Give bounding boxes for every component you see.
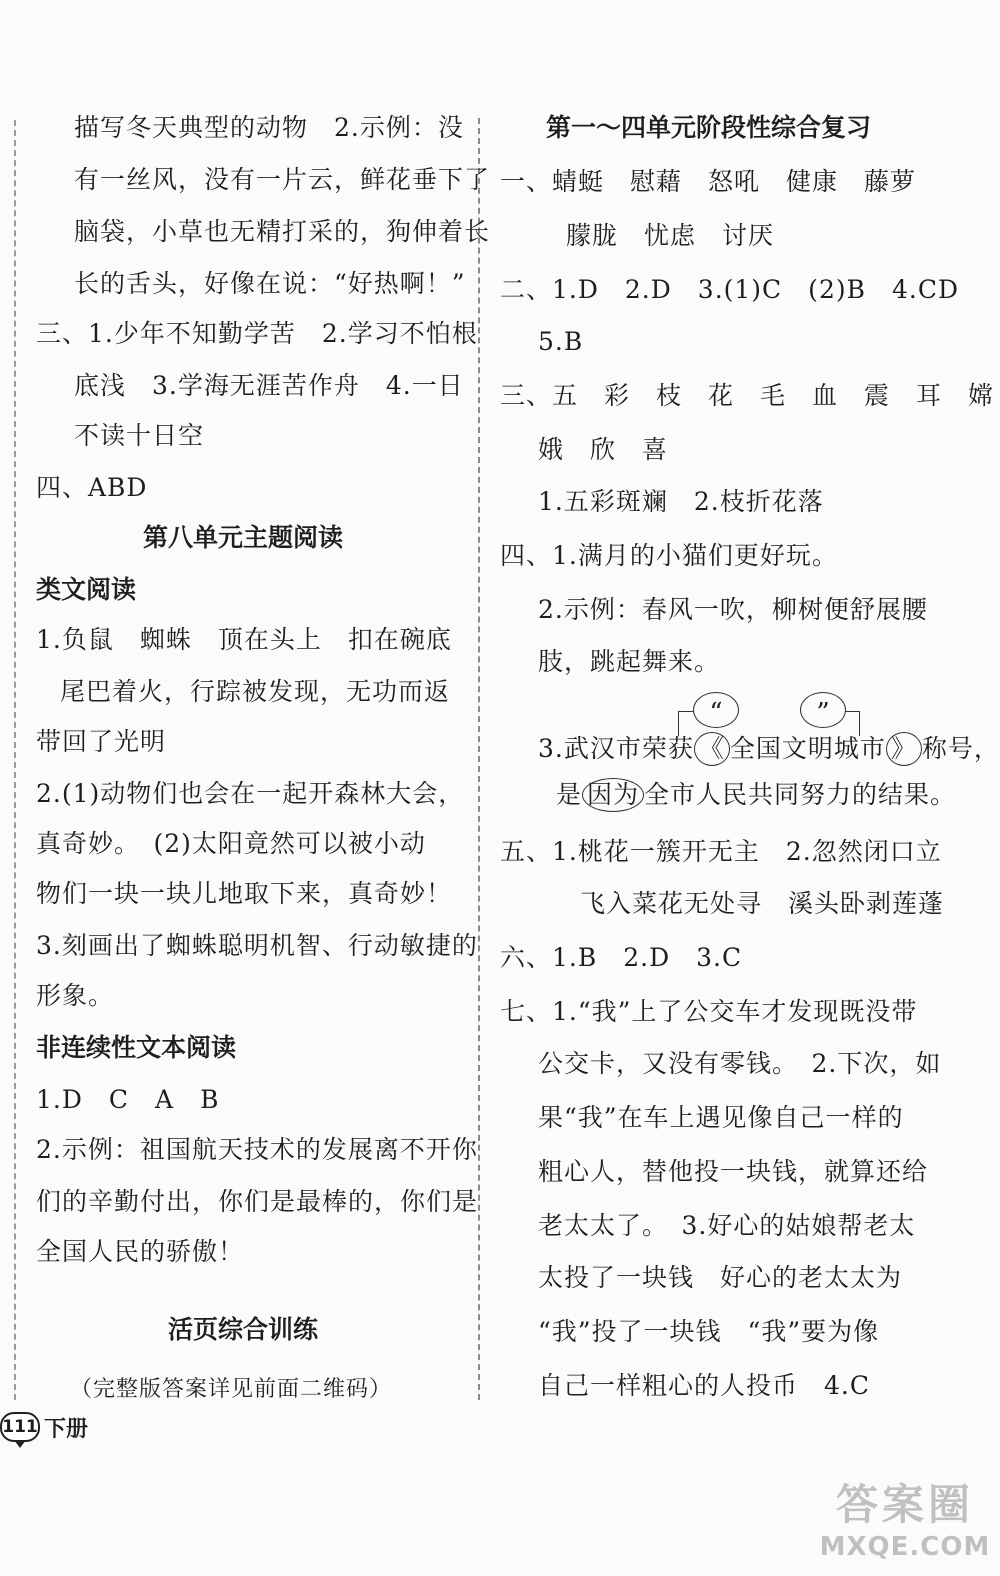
text-line: 物们一块一块儿地取下来，真奇妙！ — [36, 879, 453, 908]
text-line: 5.B — [538, 327, 584, 356]
text-line: 三、1.少年不知勤学苦 2.学习不怕根 — [36, 319, 478, 348]
text-line: 二、1.D 2.D 3.(1)C (2)B 4.CD — [500, 275, 959, 304]
text-line: 们的辛勤付出，你们是最棒的，你们是 — [36, 1187, 479, 1216]
text-line: 带回了光明 — [36, 727, 167, 756]
subsection-title: 非连续性文本阅读 — [36, 1033, 237, 1062]
text-line: 飞入菜花无处寻 溪头卧剥莲蓬 — [580, 889, 945, 918]
text-line: 2.示例：春风一吹，柳树便舒展腰 — [538, 595, 928, 624]
text-line: 形象。 — [36, 981, 115, 1010]
text-line: 脑袋，小草也无精打采的，狗伸着长 — [74, 217, 491, 246]
text-line: 肢，跳起舞来。 — [538, 647, 721, 676]
sentence-with-marks — [538, 732, 1000, 766]
text-line: 2.示例：祖国航天技术的发展离不开你 — [36, 1135, 478, 1164]
sentence-with-marks — [556, 778, 956, 812]
text-line: 四、ABD — [36, 473, 148, 502]
sentence-title: 全国文明城市 — [729, 734, 886, 763]
section-title: 第一～四单元阶段性综合复习 — [546, 113, 872, 142]
subsection-title: 类文阅读 — [36, 575, 137, 604]
text-line: 不读十日空 — [74, 421, 205, 450]
sentence-suffix: 称号， — [921, 734, 1000, 763]
text-line: 太投了一块钱 好心的老太太为 — [538, 1263, 903, 1292]
text-line: 描写冬天典型的动物 2.示例：没 — [74, 113, 464, 142]
text-line: 2.(1)动物们也会在一起开森林大会， — [36, 779, 465, 808]
watermark-logo — [815, 1472, 995, 1572]
text-line: 1.D C A B — [36, 1085, 220, 1114]
text-line: 一、蜻蜓 慰藉 怒吼 健康 藤萝 — [500, 167, 917, 196]
text-line: 自己一样粗心的人投币 4.C — [538, 1371, 870, 1400]
circled-word: 因为 — [582, 778, 644, 812]
text-line: 3.刻画出了蜘蛛聪明机智、行动敏捷的 — [36, 931, 478, 960]
left-margin-dashed-line — [14, 120, 16, 1400]
column-divider — [478, 118, 480, 1400]
text-line: 全国人民的骄傲！ — [36, 1237, 245, 1266]
text-line: 七、1.“我”上了公交车才发现既没带 — [500, 997, 918, 1026]
text-line: 有一丝风，没有一片云，鲜花垂下了 — [74, 165, 491, 194]
watermark-url: MXQE.COM — [819, 1532, 991, 1562]
text-line: 三、五 彩 枝 花 毛 血 震 耳 嫦 — [500, 381, 995, 410]
text-line: 底浅 3.学海无涯苦作舟 4.一日 — [74, 371, 464, 400]
text-line: 1.负鼠 蜘蛛 顶在头上 扣在碗底 — [36, 625, 452, 654]
quote-mark-bubble-left: “ — [693, 692, 739, 728]
text-line: 公交卡，又没有零钱。 2.下次，如 — [538, 1049, 942, 1078]
text-line: 朦胧 忧虑 讨厌 — [566, 221, 775, 250]
text-line: 果“我”在车上遇见像自己一样的 — [538, 1103, 904, 1132]
circled-quote-right: 》 — [886, 732, 922, 766]
volume-label: 下册 — [44, 1417, 89, 1442]
sentence-suffix: 全市人民共同努力的结果。 — [644, 780, 957, 809]
watermark-text: 答案圈 — [835, 1480, 974, 1529]
text-line: 五、1.桃花一簇开无主 2.忽然闭口立 — [500, 837, 942, 866]
sentence-prefix: 3.武汉市荣获 — [538, 734, 694, 763]
note-text: （完整版答案详见前面二维码） — [70, 1377, 393, 1402]
sentence-prefix: 是 — [556, 780, 583, 809]
text-line: 粗心人，替他投一块钱，就算还给 — [538, 1157, 929, 1186]
section-title: 第八单元主题阅读 — [143, 523, 344, 552]
page-number-badge: 111 — [0, 1412, 40, 1442]
text-line: 娥 欣 喜 — [538, 435, 669, 464]
text-line: 六、1.B 2.D 3.C — [500, 943, 743, 972]
circled-quote-left: 《 — [694, 732, 730, 766]
text-line: 尾巴着火，行踪被发现，无功而返 — [60, 677, 451, 706]
section-title: 活页综合训练 — [168, 1315, 319, 1344]
text-line: 真奇妙。 (2)太阳竟然可以被小动 — [36, 829, 426, 858]
quote-mark-bubble-right: ” — [800, 692, 846, 728]
text-line: 1.五彩斑斓 2.枝折花落 — [538, 487, 824, 516]
text-line: 老太太了。 3.好心的姑娘帮老太 — [538, 1211, 916, 1240]
text-line: “我”投了一块钱 “我”要为像 — [538, 1317, 880, 1346]
text-line: 四、1.满月的小猫们更好玩。 — [500, 541, 838, 570]
text-line: 长的舌头，好像在说：“好热啊！” — [74, 269, 466, 298]
